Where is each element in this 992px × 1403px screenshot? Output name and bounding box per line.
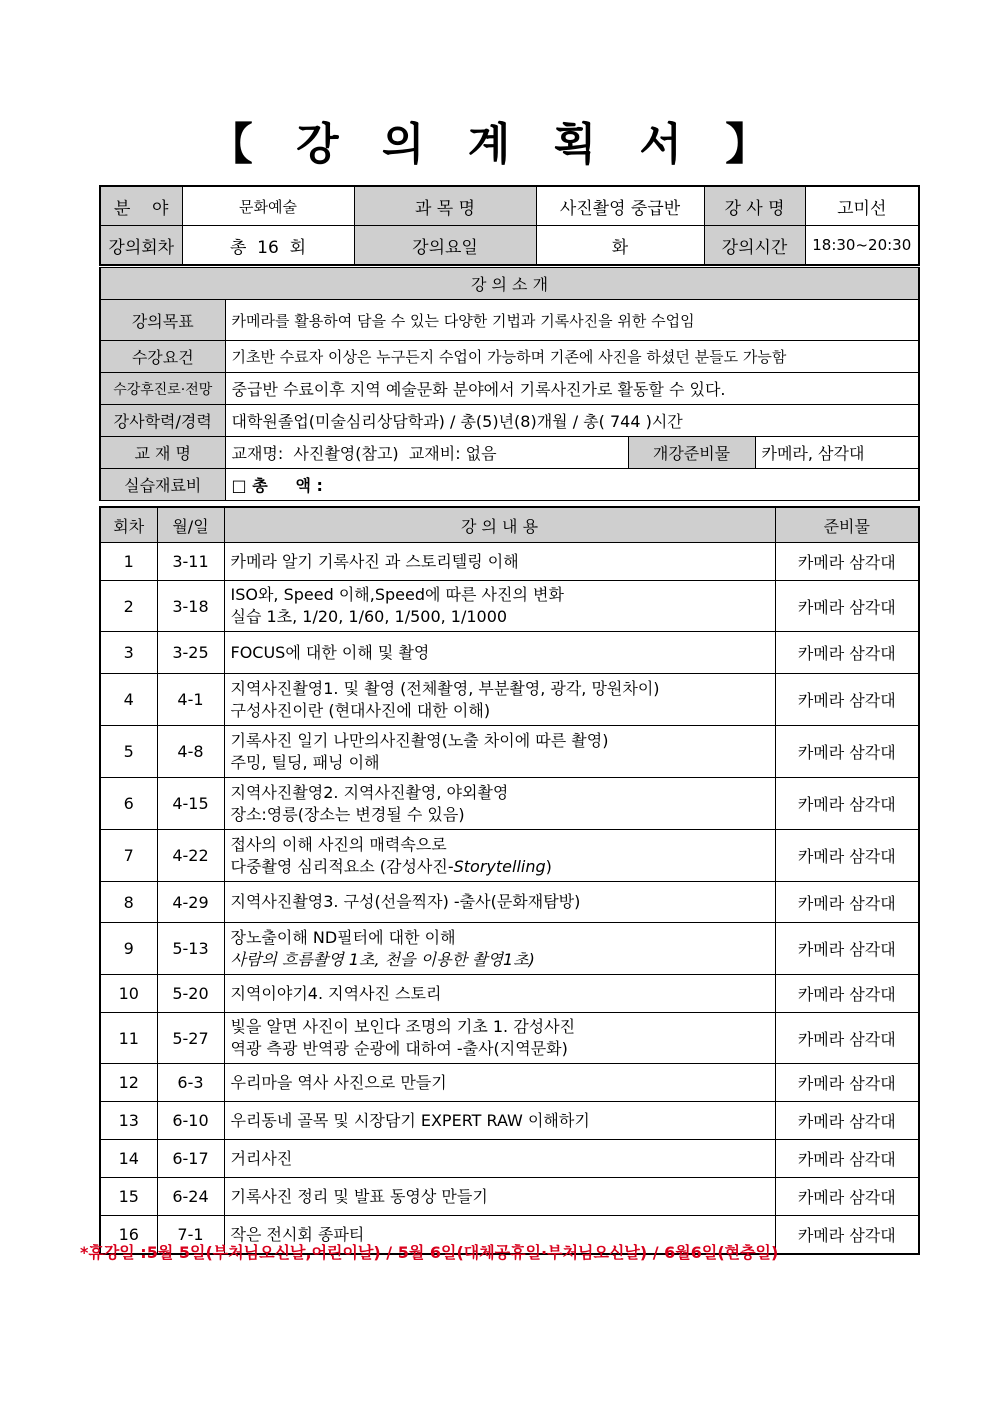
- session-content-line1: 지역이야기4. 지역사진 스토리: [230, 983, 442, 1003]
- session-number: 2: [100, 581, 157, 632]
- holiday-note: *휴강일 :5월 5일(부처님오신날,어린이날) / 5월 6일(대체공휴일·부처님오신날) / 6월6일(현충일): [80, 1243, 779, 1262]
- session-content-line1: 지역사진촬영2. 지역사진촬영, 야외촬영: [230, 782, 509, 802]
- session-prep: 카메라 삼각대: [775, 830, 919, 882]
- session-date: 3-11: [157, 543, 224, 581]
- session-content: [224, 1140, 775, 1178]
- bio-label: 강사학력/경력: [100, 405, 225, 437]
- session-content-line2-text: 주밍, 틸딩, 패닝 이해: [230, 752, 380, 772]
- session-number: 7: [100, 830, 157, 882]
- table-row: [100, 1102, 919, 1140]
- table-row: [100, 632, 919, 674]
- table-row: [100, 830, 919, 882]
- session-content-line2: [231, 856, 769, 878]
- session-number: 15: [100, 1178, 157, 1216]
- table-row: [100, 543, 919, 581]
- session-date: 4-1: [157, 674, 224, 726]
- session-date: 6-3: [157, 1064, 224, 1102]
- table-row: [100, 581, 919, 632]
- session-content: [224, 778, 775, 830]
- instructor-value: 고미선: [805, 186, 919, 226]
- session-content: [224, 923, 775, 975]
- session-prep: 카메라 삼각대: [775, 1102, 919, 1140]
- material-value: □ 총 액 :: [225, 469, 919, 501]
- subject-label: 과 목 명: [354, 186, 536, 226]
- session-content-line2-text: 실습 1초, 1/20, 1/60, 1/500, 1/1000: [230, 607, 508, 626]
- session-date: 3-25: [157, 632, 224, 674]
- field-value: 문화예술: [182, 186, 354, 226]
- session-content-line1: FOCUS에 대한 이해 및 촬영: [230, 642, 430, 662]
- field-label: 분 야: [100, 186, 182, 226]
- material-label: 실습재료비: [100, 469, 225, 501]
- session-content-line2-text: 장소:영릉(장소는 변경될 수 있음): [230, 804, 465, 824]
- session-number: 9: [100, 923, 157, 975]
- session-date: 5-20: [157, 975, 224, 1013]
- bio-value: 대학원졸업(미술심리상담학과) / 총(5)년(8)개월 / 총( 744 )시간: [225, 405, 919, 437]
- session-date: 4-29: [157, 882, 224, 923]
- textbook-label: 교 재 명: [100, 437, 225, 469]
- session-number: 10: [100, 975, 157, 1013]
- header-no: 회차: [100, 507, 157, 543]
- session-number: 8: [100, 882, 157, 923]
- goal-value: 카메라를 활용하여 담을 수 있는 다양한 기법과 기록사진을 위한 수업임: [225, 300, 919, 341]
- session-prep: 카메라 삼각대: [775, 543, 919, 581]
- instructor-label: 강 사 명: [704, 186, 805, 226]
- prep-label: 개강준비물: [628, 437, 755, 469]
- session-content: [224, 726, 775, 778]
- session-date: 7-1: [157, 1216, 224, 1255]
- session-content-line1: 우리동네 골목 및 시장담기 EXPERT RAW 이해하기: [230, 1110, 590, 1130]
- session-date: 4-22: [157, 830, 224, 882]
- session-prep: 카메라 삼각대: [775, 923, 919, 975]
- session-content-line1: 접사의 이해 사진의 매력속으로: [230, 834, 447, 854]
- session-prep: 카메라 삼각대: [775, 1178, 919, 1216]
- session-date: 3-18: [157, 581, 224, 632]
- session-content: [224, 1013, 775, 1064]
- session-content: [224, 882, 775, 923]
- table-row: [100, 1178, 919, 1216]
- session-content-line2-text: 역광 측광 반역광 순광에 대하여 -출사(지역문화): [230, 1039, 568, 1058]
- time-label: 강의시간: [704, 226, 805, 266]
- table-row: [100, 674, 919, 726]
- table-row: [100, 1140, 919, 1178]
- session-number: 12: [100, 1064, 157, 1102]
- session-date: 4-15: [157, 778, 224, 830]
- session-prep: 카메라 삼각대: [775, 1140, 919, 1178]
- textbook-value: 교재명: 사진촬영(참고) 교재비: 없음: [225, 437, 628, 469]
- session-content-line1: 장노출이해 ND필터에 대한 이해: [230, 927, 456, 947]
- session-number: 16: [100, 1216, 157, 1255]
- table-row: [100, 923, 919, 975]
- day-value: 화: [536, 226, 704, 266]
- table-row: [100, 726, 919, 778]
- session-content: [224, 632, 775, 674]
- session-content: [224, 1178, 775, 1216]
- session-content-line1: 기록사진 일기 나만의사진촬영(노출 차이에 따른 촬영): [230, 730, 609, 750]
- session-number: 4: [100, 674, 157, 726]
- career-value: 중급반 수료이후 지역 예술문화 분야에서 기록사진가로 활동할 수 있다.: [225, 373, 919, 405]
- prep-value: 카메라, 삼각대: [755, 437, 919, 469]
- session-content-line2: [231, 606, 769, 628]
- session-number: 1: [100, 543, 157, 581]
- table-row: [100, 1064, 919, 1102]
- goal-label: 강의목표: [100, 300, 225, 341]
- session-content-line2-end: ): [545, 856, 552, 876]
- sessions-label: 강의회차: [100, 226, 182, 266]
- session-content-line2: [231, 700, 769, 722]
- course-info-table: [99, 185, 920, 266]
- session-content-line2-text: 구성사진이란 (현대사진에 대한 이해): [230, 700, 491, 720]
- requirement-value: 기초반 수료자 이상은 누구든지 수업이 가능하며 기존에 사진을 하셨던 분들도 가능함: [225, 341, 919, 373]
- session-content: [224, 674, 775, 726]
- session-number: 13: [100, 1102, 157, 1140]
- session-prep: 카메라 삼각대: [775, 581, 919, 632]
- session-content-line2: [231, 752, 769, 774]
- session-content-line1: 빛을 알면 사진이 보인다 조명의 기초 1. 감성사진: [230, 1017, 576, 1036]
- session-content-line1: 거리사진: [230, 1148, 293, 1168]
- session-content-line2: [231, 949, 769, 971]
- table-row: [100, 882, 919, 923]
- session-content-line1: 지역사진촬영3. 구성(선을찍자) -출사(문화재탐방): [230, 892, 581, 911]
- session-content-line1: 우리마을 역사 사진으로 만들기: [230, 1072, 447, 1092]
- career-label: 수강후진로·전망: [100, 373, 225, 405]
- session-prep: 카메라 삼각대: [775, 778, 919, 830]
- session-date: 5-27: [157, 1013, 224, 1064]
- session-prep: 카메라 삼각대: [775, 632, 919, 674]
- header-date: 월/일: [157, 507, 224, 543]
- session-content-line2: [231, 1038, 769, 1060]
- session-content: [224, 830, 775, 882]
- session-prep: 카메라 삼각대: [775, 1013, 919, 1064]
- session-content: [224, 581, 775, 632]
- session-date: 6-10: [157, 1102, 224, 1140]
- session-number: 11: [100, 1013, 157, 1064]
- session-number: 6: [100, 778, 157, 830]
- session-content-line2: [231, 804, 769, 826]
- session-content-line1: ISO와, Speed 이해,Speed에 따른 사진의 변화: [230, 585, 564, 604]
- header-content: 강 의 내 용: [224, 507, 775, 543]
- table-row: [100, 778, 919, 830]
- session-content-line2-text: 다중촬영 심리적요소 (감성사진-: [230, 856, 454, 876]
- intro-section-title: 강 의 소 개: [100, 268, 919, 300]
- session-date: 5-13: [157, 923, 224, 975]
- table-row: [100, 975, 919, 1013]
- session-content-line1: 기록사진 정리 및 발표 동영상 만들기: [230, 1186, 488, 1206]
- subject-value: 사진촬영 중급반: [536, 186, 704, 226]
- session-number: 14: [100, 1140, 157, 1178]
- session-prep: 카메라 삼각대: [775, 726, 919, 778]
- session-date: 6-24: [157, 1178, 224, 1216]
- session-content-line2-italic: Storytelling: [453, 856, 546, 876]
- session-prep: 카메라 삼각대: [775, 1064, 919, 1102]
- session-content: [224, 975, 775, 1013]
- requirement-label: 수강요건: [100, 341, 225, 373]
- session-date: 6-17: [157, 1140, 224, 1178]
- header-prep: 준비물: [775, 507, 919, 543]
- course-intro-table: [99, 267, 920, 501]
- table-row: [100, 1013, 919, 1064]
- session-content: [224, 1102, 775, 1140]
- time-value: 18:30~20:30: [805, 226, 919, 266]
- session-content: [224, 1064, 775, 1102]
- session-prep: 카메라 삼각대: [775, 674, 919, 726]
- sessions-value: 총 16 회: [182, 226, 354, 266]
- session-date: 4-8: [157, 726, 224, 778]
- day-label: 강의요일: [354, 226, 536, 266]
- schedule-table: [99, 506, 920, 1255]
- session-content: [224, 543, 775, 581]
- session-number: 3: [100, 632, 157, 674]
- session-content-line2-text: 사람의 흐름촬영 1초, 천을 이용한 촬영1초): [230, 949, 535, 969]
- session-content-line1: 지역사진촬영1. 및 촬영 (전체촬영, 부분촬영, 광각, 망원차이): [230, 678, 660, 698]
- session-content-line1: 작은 전시회 종파티: [230, 1224, 365, 1244]
- session-number: 5: [100, 726, 157, 778]
- session-prep: 카메라 삼각대: [775, 975, 919, 1013]
- session-prep: 카메라 삼각대: [775, 882, 919, 923]
- page-title: 【 강 의 계 획 서 】: [208, 119, 784, 170]
- session-prep: 카메라 삼각대: [775, 1216, 919, 1255]
- session-content-line1: 카메라 알기 기록사진 과 스토리텔링 이해: [230, 551, 519, 571]
